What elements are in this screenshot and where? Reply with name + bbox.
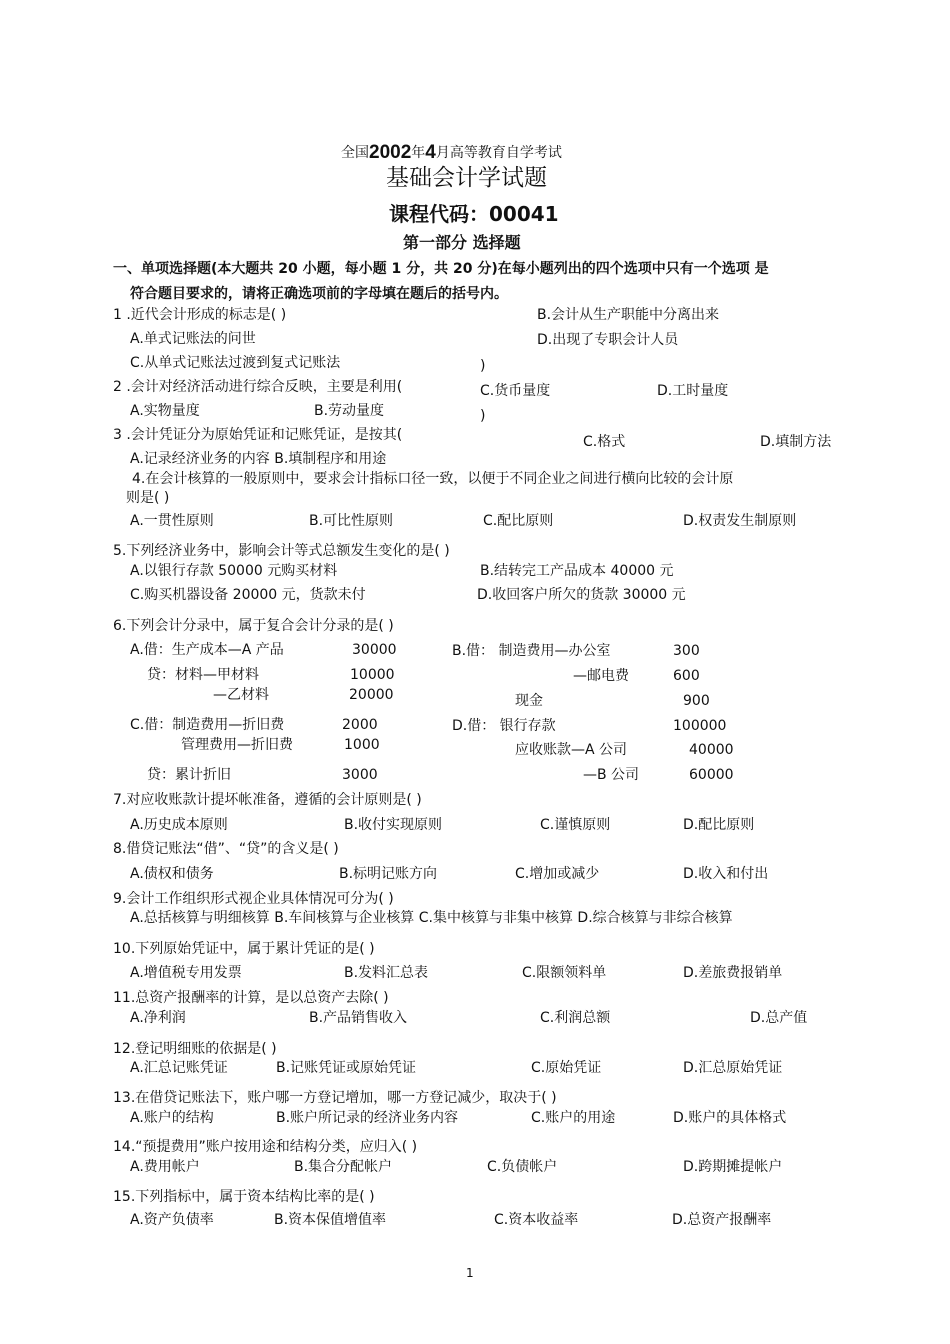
- q7-stem: 7.对应收账款计提坏帐准备，遵循的会计原则是( ): [113, 792, 422, 808]
- q1-option-c: C.从单式记账法过渡到复式记账法: [130, 355, 341, 371]
- header-year: 2002: [369, 142, 412, 163]
- q10-stem: 10.下列原始凭证中，属于累计凭证的是( ): [113, 941, 375, 957]
- q6-c-line3: 贷：累计折旧: [147, 767, 231, 783]
- q14-option-a: A.费用帐户: [130, 1159, 200, 1175]
- q13-stem: 13.在借贷记账法下，账户哪一方登记增加，哪一方登记减少，取决于( ): [113, 1090, 557, 1106]
- q15-stem: 15.下列指标中，属于资本结构比率的是( ): [113, 1189, 375, 1205]
- q4-option-c: C.配比原则: [483, 513, 554, 529]
- q2-stem: 2 .会计对经济活动进行综合反映，主要是利用(: [113, 379, 403, 395]
- q2-option-d: D.工时量度: [657, 383, 729, 399]
- q1-paren: ): [480, 358, 486, 374]
- q14-option-d: D.跨期摊提帐户: [683, 1159, 783, 1175]
- q12-option-c: C.原始凭证: [531, 1060, 602, 1076]
- q3-option-d: D.填制方法: [760, 434, 832, 450]
- q10-option-a: A.增值税专用发票: [130, 965, 242, 981]
- q5-option-b: B.结转完工产品成本 40000 元: [480, 563, 674, 579]
- q14-option-c: C.负债帐户: [487, 1159, 558, 1175]
- section-instruction-line1: 一、单项选择题(本大题共 20 小题，每小题 1 分，共 20 分)在每小题列出的四个选项中只有一个选项 是: [113, 261, 769, 277]
- q1-option-a: A.单式记账法的问世: [130, 331, 256, 347]
- q8-stem: 8.借贷记账法“借”、“贷”的含义是( ): [113, 841, 339, 857]
- q1-stem: 1 .近代会计形成的标志是( ): [113, 307, 287, 323]
- q3-stem: 3 .会计凭证分为原始凭证和记账凭证，是按其(: [113, 427, 403, 443]
- q6-d-line3: —B 公司: [583, 767, 640, 783]
- q6-c-line1: C.借：制造费用—折旧费: [130, 717, 285, 733]
- q6-a-line2: 贷：材料—甲材料: [147, 667, 259, 683]
- q10-option-b: B.发料汇总表: [344, 965, 429, 981]
- q11-option-a: A.净利润: [130, 1010, 186, 1026]
- q4-stem-line1: 4.在会计核算的一般原则中，要求会计指标口径一致，以便于不同企业之间进行横向比较的会计原: [132, 471, 734, 487]
- q6-b-line3: 现金: [515, 693, 543, 709]
- q8-option-b: B.标明记账方向: [339, 866, 438, 882]
- course-code: 课程代码：00041: [389, 202, 559, 226]
- q1-option-b: B.会计从生产职能中分离出来: [537, 307, 720, 323]
- q4-option-a: A.一贯性原则: [130, 513, 214, 529]
- q13-option-d: D.账户的具体格式: [673, 1110, 787, 1126]
- q4-option-d: D.权责发生制原则: [683, 513, 797, 529]
- q1-option-d: D.出现了专职会计人员: [537, 332, 679, 348]
- q6-a-line1: A.借：生产成本—A 产品: [130, 642, 284, 658]
- q11-option-b: B.产品销售收入: [309, 1010, 408, 1026]
- q8-option-a: A.债权和债务: [130, 866, 214, 882]
- q6-a-line1-amount: 30000: [352, 642, 397, 658]
- q2-option-c: C.货币量度: [480, 383, 551, 399]
- q5-stem: 5.下列经济业务中，影响会计等式总额发生变化的是( ): [113, 543, 450, 559]
- q6-c-line1-amount: 2000: [342, 717, 378, 733]
- q6-b-line1: B.借： 制造费用—办公室: [452, 643, 611, 659]
- q7-option-d: D.配比原则: [683, 817, 755, 833]
- q6-c-line2: 管理费用—折旧费: [181, 737, 293, 753]
- q7-option-b: B.收付实现原则: [344, 817, 443, 833]
- q11-option-c: C.利润总额: [540, 1010, 611, 1026]
- q10-option-d: D.差旅费报销单: [683, 965, 783, 981]
- q6-a-line2-amount: 10000: [350, 667, 395, 683]
- q6-d-line2: 应收账款—A 公司: [515, 742, 628, 758]
- q13-option-b: B.账户所记录的经济业务内容: [276, 1110, 459, 1126]
- q9-stem: 9.会计工作组织形式视企业具体情况可分为( ): [113, 891, 394, 907]
- q15-option-b: B.资本保值增值率: [274, 1212, 387, 1228]
- q6-c-line3-amount: 3000: [342, 767, 378, 783]
- q15-option-d: D.总资产报酬率: [672, 1212, 772, 1228]
- q6-stem: 6.下列会计分录中，属于复合会计分录的是( ): [113, 618, 394, 634]
- q11-option-d: D.总产值: [750, 1010, 808, 1026]
- q6-b-line1-amount: 300: [673, 643, 700, 659]
- q6-b-line2-amount: 600: [673, 668, 700, 684]
- page-number: 1: [466, 1266, 474, 1280]
- q15-option-a: A.资产负债率: [130, 1212, 214, 1228]
- header-nian: 年: [411, 145, 426, 161]
- q14-stem: 14.“预提费用”账户按用途和结构分类，应归入( ): [113, 1139, 418, 1155]
- header-pre: 全国: [341, 145, 369, 161]
- q3-options-ab: A.记录经济业务的内容 B.填制程序和用途: [130, 451, 387, 467]
- q6-d-line2-amount: 40000: [689, 742, 734, 758]
- q2-option-b: B.劳动量度: [314, 403, 385, 419]
- q12-option-b: B.记账凭证或原始凭证: [276, 1060, 417, 1076]
- section-instruction-line2: 符合题目要求的，请将正确选项前的字母填在题后的括号内。: [130, 286, 508, 302]
- q6-b-line3-amount: 900: [683, 693, 710, 709]
- q9-options: A.总括核算与明细核算 B.车间核算与企业核算 C.集中核算与非集中核算 D.综合核算与非综合核算: [130, 910, 733, 926]
- q3-option-c: C.格式: [583, 434, 626, 450]
- q6-d-line1-amount: 100000: [673, 718, 727, 734]
- q13-option-c: C.账户的用途: [531, 1110, 616, 1126]
- q8-option-d: D.收入和付出: [683, 866, 769, 882]
- q6-a-line3-amount: 20000: [349, 687, 394, 703]
- header-month: 4: [425, 142, 436, 163]
- q12-option-d: D.汇总原始凭证: [683, 1060, 783, 1076]
- part-title: 第一部分 选择题: [403, 233, 521, 252]
- q7-option-c: C.谨慎原则: [540, 817, 611, 833]
- q5-option-c: C.购买机器设备 20000 元，货款未付: [130, 587, 366, 603]
- q6-b-line2: —邮电费: [573, 668, 629, 684]
- q2-option-a: A.实物量度: [130, 403, 200, 419]
- q6-a-line3: —乙材料: [213, 687, 269, 703]
- q8-option-c: C.增加或减少: [515, 866, 600, 882]
- q4-stem-line2: 则是( ): [126, 490, 170, 506]
- q4-option-b: B.可比性原则: [309, 513, 394, 529]
- q6-d-line3-amount: 60000: [689, 767, 734, 783]
- q5-option-d: D.收回客户所欠的货款 30000 元: [477, 587, 686, 603]
- exam-title: 基础会计学试题: [386, 165, 547, 191]
- q15-option-c: C.资本收益率: [494, 1212, 579, 1228]
- q2-paren: ): [480, 408, 486, 424]
- q6-d-line1: D.借： 银行存款: [452, 718, 556, 734]
- q5-option-a: A.以银行存款 50000 元购买材料: [130, 563, 338, 579]
- q10-option-c: C.限额领料单: [522, 965, 607, 981]
- q6-c-line2-amount: 1000: [344, 737, 380, 753]
- header-post: 月高等教育自学考试: [435, 145, 562, 161]
- q13-option-a: A.账户的结构: [130, 1110, 214, 1126]
- q12-stem: 12.登记明细账的依据是( ): [113, 1041, 277, 1057]
- q14-option-b: B.集合分配帐户: [294, 1159, 393, 1175]
- q7-option-a: A.历史成本原则: [130, 817, 228, 833]
- q11-stem: 11.总资产报酬率的计算，是以总资产去除( ): [113, 990, 389, 1006]
- q12-option-a: A.汇总记账凭证: [130, 1060, 228, 1076]
